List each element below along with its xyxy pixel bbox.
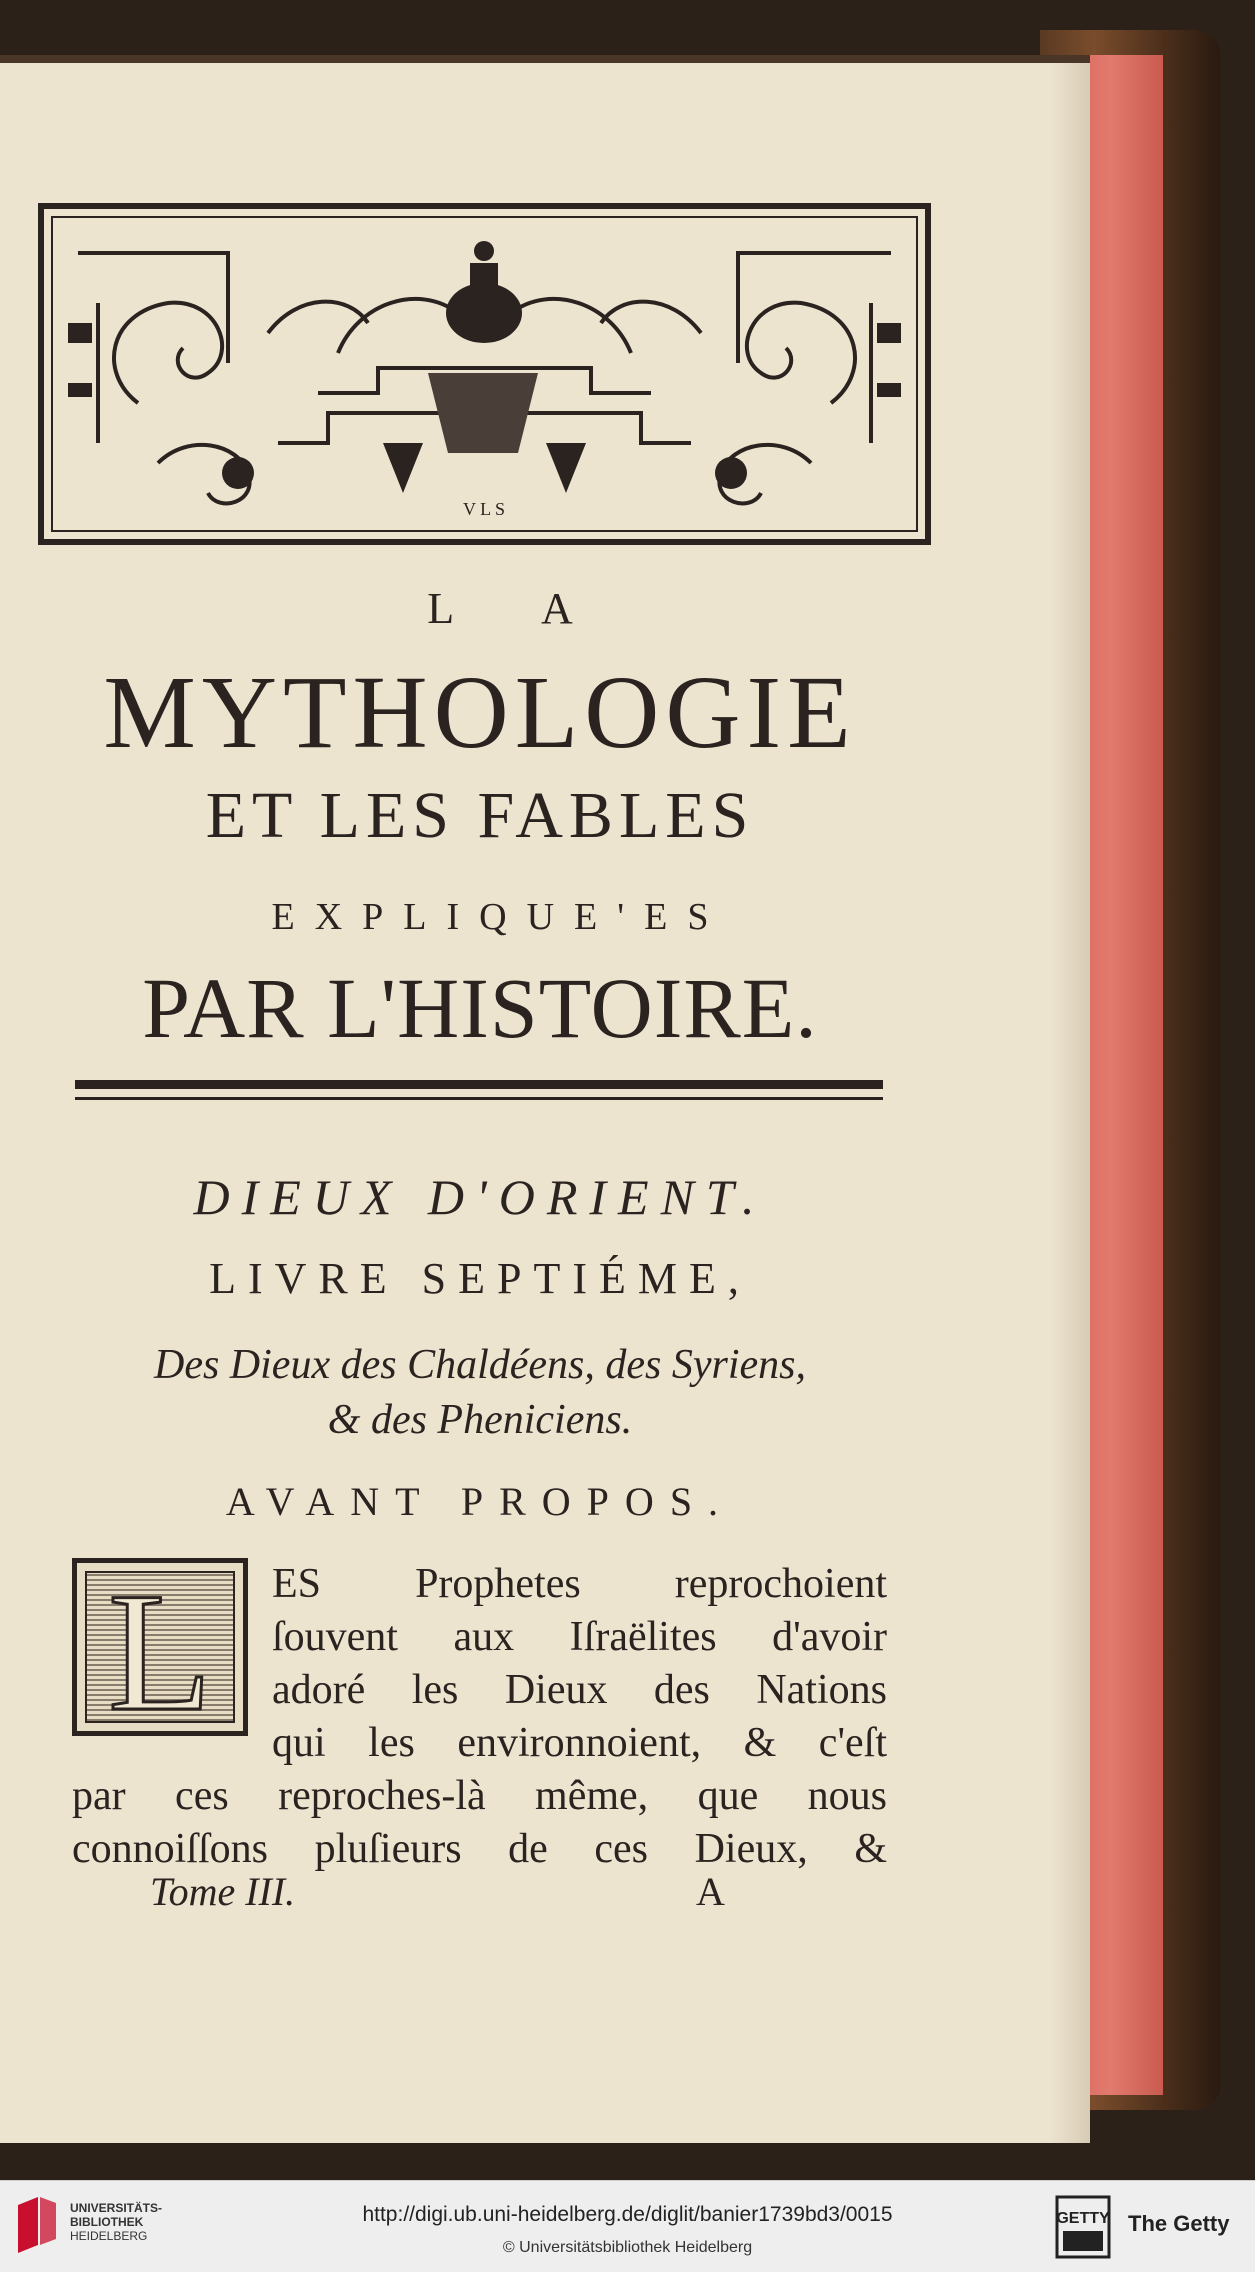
headpiece-ornament [38,203,931,545]
title-main: MYTHOLOGIE [103,655,857,770]
drop-cap-letter: L [108,1558,212,1746]
title-fourth-line: PAR L'HISTOIRE. [142,960,818,1056]
body-line: adoré les Dieux des Nations [272,1667,887,1713]
subtitle-line-2: & des Pheniciens. [327,1397,633,1443]
signature-volume: Tome III. [150,1869,296,1914]
copyright-notice: © Universitätsbibliothek Heidelberg [502,2239,753,2256]
body-line: connoiſſons pluſieurs de ces Dieux, & [72,1826,887,1872]
body-line: ſouvent aux Iſraëlites d'avoir [272,1614,887,1660]
body-line: par ces reproches-là même, que nous [72,1773,887,1819]
svg-text:GETTY: GETTY [1056,2210,1110,2227]
title-second-line: ET LES FABLES [205,779,755,852]
body-line: qui les environnoient, & c'eſt [272,1720,887,1766]
title-rule-thin [75,1097,883,1100]
title-article: L A [427,584,613,633]
permalink-url[interactable]: http://digi.ub.uni-heidelberg.de/diglit/banier1739bd3/0015 [362,2203,893,2226]
title-third-line: EXPLIQUE'ES [271,896,729,938]
viewer-footer [0,2180,1255,2272]
book-page [0,55,1090,2143]
body-line: ES Prophetes reprochoient [272,1561,887,1607]
signature-mark: A [696,1869,725,1914]
drop-cap [72,1558,248,1746]
getty-logo-icon[interactable] [1055,2195,1111,2259]
getty-label[interactable]: The Getty [1128,2211,1230,2236]
section-heading: DIEUX D'ORIENT. [193,1169,767,1225]
ub-label-line: HEIDELBERG [70,2229,148,2243]
ub-label-line: BIBLIOTHEK [70,2215,144,2229]
title-rule-thick [75,1080,883,1089]
avant-propos-heading: AVANT PROPOS. [225,1479,735,1524]
ub-label-line: UNIVERSITÄTS- [70,2201,163,2215]
subtitle-line-1: Des Dieux des Chaldéens, des Syriens, [153,1342,807,1388]
svg-text:V L S: V L S [462,499,506,519]
book-number: LIVRE SEPTIÉME, [209,1254,751,1303]
